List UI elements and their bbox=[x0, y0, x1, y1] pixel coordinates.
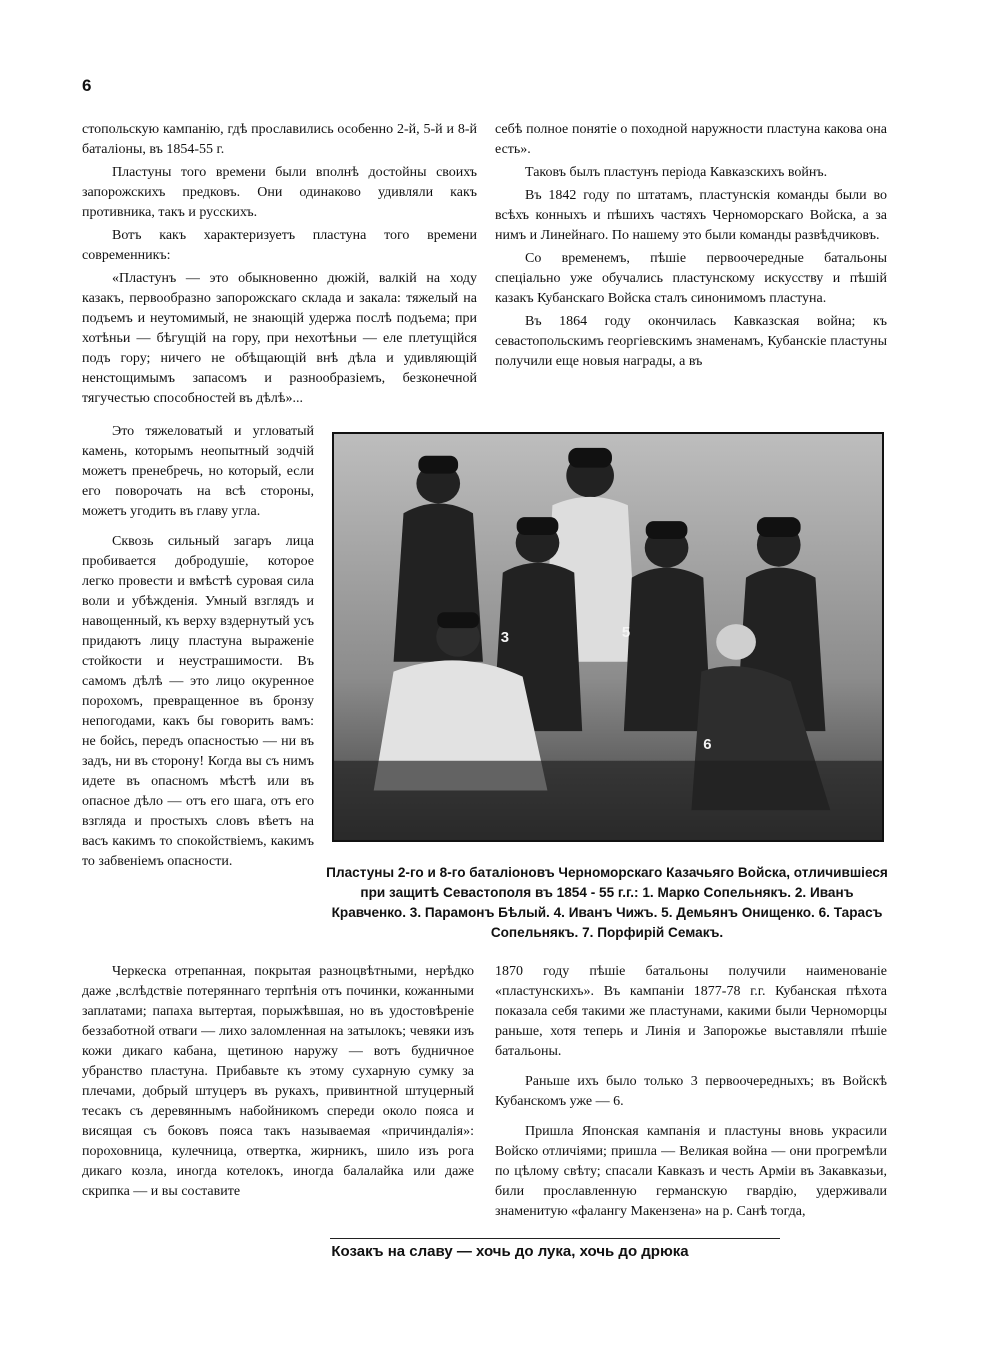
bottom-right-column bbox=[495, 962, 887, 1225]
paragraph: Въ 1864 году окончилась Кавказская война; къ севастопольскимъ георгіевскимъ знаменамъ, Кубанскіе пластуны получили еще новыя награды, а въ bbox=[495, 314, 887, 369]
paragraph: Пришла Японская кампанія и пластуны вновь украсили Войско отличіями; пришла — Великая война — они прогремѣли по цѣлому свѣту; спасали Кавказъ и честь Арміи въ Закавказьи, били прославленную германскую гвардію, удерживали знаменитую «фалангу Макензена» на р. Санѣ тогда, bbox=[495, 1124, 887, 1219]
paragraph: 1870 году пѣшіе батальоны получили наименованіе «пластунскихъ». Въ кампаніи 1877-78 г.г. Кубанская пѣхота показала себя такими же пластунами, какими были Черноморцы раньше, хотя теперь и Линія и Запорожье выставляли пѣшіе батальоны. bbox=[495, 964, 887, 1059]
paragraph: Пластуны того времени были вполнѣ достойны своихъ запорожскихъ предковъ. Они одинаково удивляли какъ противника, такъ и русскихъ. bbox=[82, 165, 477, 220]
paragraph: себѣ полное понятіе о походной наружности пластуна какова она есть». bbox=[495, 122, 887, 157]
paragraph: Сквозь сильный загаръ лица пробивается добродушіе, которое легко провести и вмѣстѣ суровая сила воли и убѣжденія. Умный взглядъ и навощенный, къ верху вздернутый усъ придаютъ лицу пластуна выраженіе стойкости и неустрашимости. Въ самомъ дѣлѣ — это лицо окуренное порохомъ, превращенное въ бронзу непогодами, какъ бы говорить вамъ: не бойсь, передъ опасностью — ни въ задъ, ни въ сторону! Когда вы съ нимъ идете въ опасномъ мѣстѣ или въ опасное дѣло — отъ его шага, отъ его взгляда и простыхъ словъ вѣетъ на васъ какимъ то спокойствіемъ, какимъ то забвеніемъ опасности. bbox=[82, 534, 314, 869]
paragraph: Черкеска отрепанная, покрытая разноцвѣтными, нерѣдко даже ,вслѣдствіе потеряннаго терпѣнія отъ починки, кожанными заплатами; папаха вытертая, порыжѣвшая, но въ удостовѣреніе беззаботной отваги — лихо заломленная на затылокъ; чевяки изъ кожи дикаго кабана, щетиною наружу — вотъ будничное убранство пластуна. Прибавьте къ этому сухарную сумку за плечами, добрый штуцеръ въ рукахъ, привинтной штуцерный тесакъ съ деревяннымъ набойникомъ спереди около пояса и висящая съ боковъ пояса такъ называемая «причиндалія»: пороховница, кулечница, отвертка, жирникъ, шило изъ рога дикаго козла, иногда котелокъ, иногда балалайка или даже скрипка — и вы составите bbox=[82, 964, 474, 1199]
paragraph: Раньше ихъ было только 3 первоочередныхъ; въ Войскѣ Кубанскомъ уже — 6. bbox=[495, 1074, 887, 1109]
footer-rule bbox=[330, 1238, 780, 1239]
photo-illustration bbox=[334, 434, 882, 840]
top-right-column bbox=[495, 120, 887, 375]
paragraph: Таковъ былъ пластунъ періода Кавказскихъ войнъ. bbox=[525, 165, 828, 180]
paragraph: Вотъ какъ характеризуетъ пластуна того времени современникъ: bbox=[82, 228, 477, 263]
bottom-left-column bbox=[82, 962, 474, 1205]
paragraph: Это тяжеловатый и угловатый камень, которымъ неопытный зодчій можетъ пренебречь, но который, если его поворочать на всѣ стороны, можетъ угодить въ главу угла. bbox=[82, 424, 314, 519]
paragraph: Со временемъ, пѣшіе первоочередные батальоны спеціально уже обучались пластунскому искусству и пѣшій казакъ Кубанскаго Войска сталъ синонимомъ пластуна. bbox=[495, 251, 887, 306]
group-photograph bbox=[332, 432, 884, 842]
photo-label-5: 5 bbox=[621, 625, 631, 641]
photo-label-3: 3 bbox=[500, 629, 510, 646]
quote-paragraph: «Пластунъ — это обыкновенно дюжій, валкій на ходу казакъ, первообразно запорожскаго склада и закала: тяжелый на подъемъ и неутомимый, не знающій удержа послѣ подъема; при хотѣньи — бѣгущій на гору, при нехотѣньи — еле плетущійся подъ гору; ничего не обѣщающій внѣ дѣла и удивляющій ненстощимымъ запасомъ и разнообразіемъ, безконечной тягучестью способностей въ дѣлѣ»... bbox=[82, 271, 477, 406]
narrow-left-column bbox=[82, 422, 314, 875]
photo-label-6: 6 bbox=[703, 736, 712, 753]
paragraph: стопольскую кампанію, гдѣ прославились особенно 2-й, 5-й и 8-й баталіоны, въ 1854-55 г. bbox=[82, 122, 477, 157]
paragraph: Въ 1842 году по штатамъ, пластунскія команды были во всѣхъ конныхъ и пѣшихъ частяхъ Черноморскаго Войска, а за нимъ и Линейнаго. По нашему это были команды развѣдчиковъ. bbox=[495, 188, 887, 243]
page-number: 6 bbox=[82, 76, 92, 95]
footer-motto: Козакъ на славу — хочь до лука, хочь до дрюка bbox=[331, 1243, 689, 1260]
top-left-column bbox=[82, 120, 477, 412]
photo-caption: Пластуны 2-го и 8-го баталіоновъ Черноморскаго Казачьяго Войска, отличившіеся при защитѣ Севастополя въ 1854 - 55 г.г.: 1. Марко Сопельнякъ. 2. Иванъ Кравченко. 3. Парамонъ Бѣлый. 4. Иванъ Чижъ. 5. Демьянъ Онищенко. 6. Тарасъ Сопельнякъ. 7. Порфирій Семакъ. bbox=[326, 865, 888, 940]
